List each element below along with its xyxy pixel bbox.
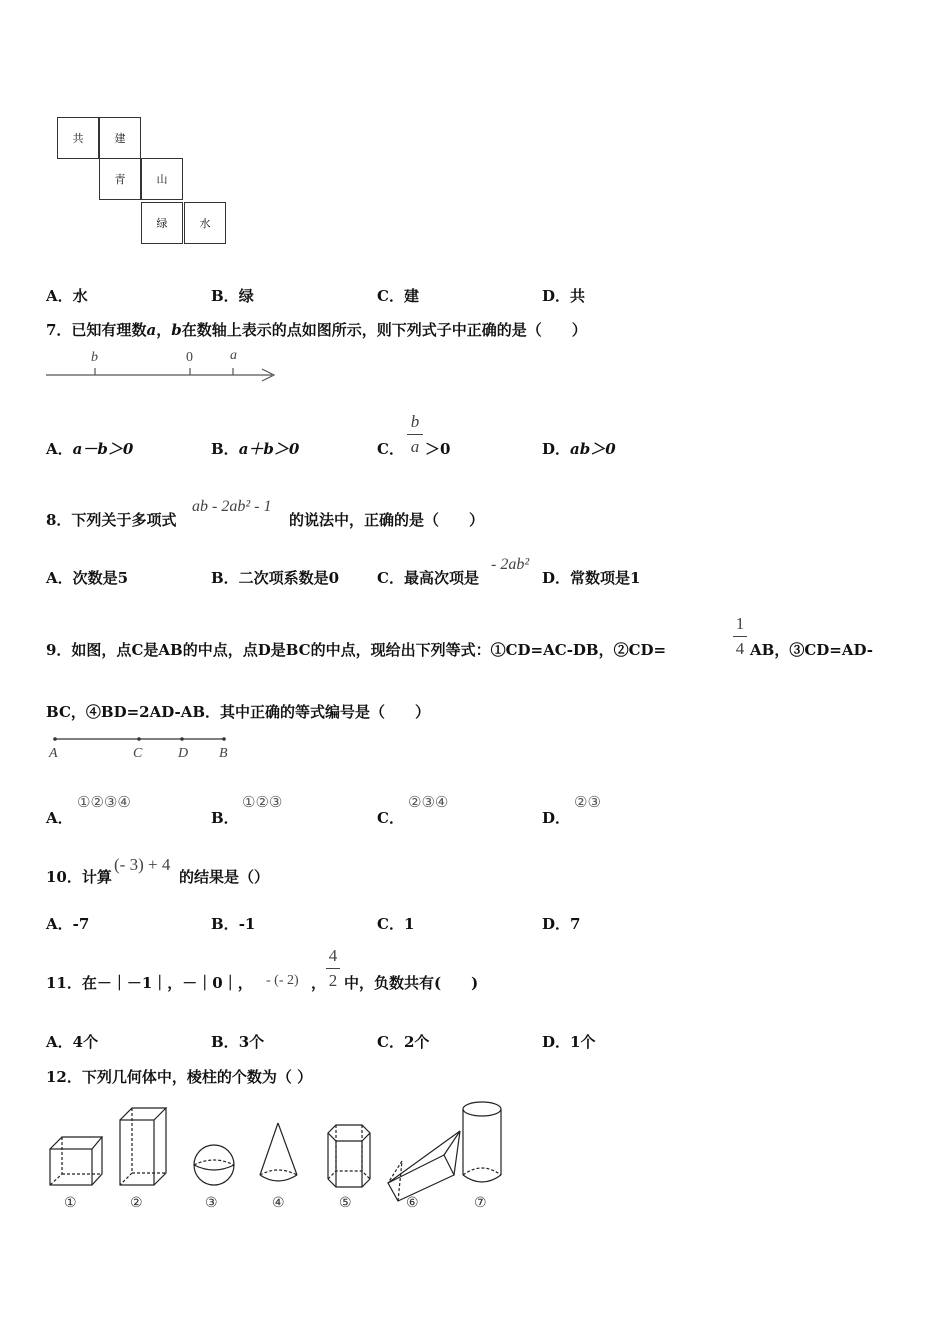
axis-label-a: a bbox=[230, 348, 237, 363]
q7-option-b: B．a＋b＞0 bbox=[211, 440, 300, 458]
solid-label: ⑤ bbox=[339, 1196, 352, 1211]
sphere-shape bbox=[194, 1145, 234, 1185]
solid-label: ⑥ bbox=[406, 1196, 419, 1211]
cylinder-shape bbox=[463, 1102, 501, 1182]
q9-fraction: 1 4 bbox=[733, 614, 747, 659]
q10-option-a: A．-7 bbox=[46, 915, 90, 933]
q9-option-c-letter: C． bbox=[377, 809, 404, 827]
point-label-b: B bbox=[219, 746, 228, 761]
tall-prism-shape bbox=[120, 1108, 166, 1185]
q7-option-c: C． bbox=[377, 440, 404, 458]
q11-option-c: C．2个 bbox=[377, 1033, 430, 1051]
hexagonal-prism-shape bbox=[328, 1125, 370, 1187]
q8-option-c-expression: - 2ab² bbox=[491, 556, 530, 573]
solid-label: ② bbox=[130, 1196, 143, 1211]
solid-label: ⑦ bbox=[474, 1196, 487, 1211]
q7-option-c-fraction: b a bbox=[407, 412, 423, 457]
q8-option-a: A．次数是5 bbox=[46, 569, 129, 587]
cone-shape bbox=[260, 1123, 297, 1181]
q8-option-d: D．常数项是1 bbox=[542, 569, 641, 587]
q11-option-a: A．4个 bbox=[46, 1033, 99, 1051]
triangular-prism-shape bbox=[388, 1131, 460, 1201]
q11-expression: - (- 2) bbox=[266, 973, 299, 988]
q11-comma: ， bbox=[311, 974, 327, 992]
axis-label-b: b bbox=[91, 350, 98, 365]
q9-option-d-text: ②③ bbox=[574, 793, 601, 811]
q8-expression: ab - 2ab² - 1 bbox=[192, 498, 272, 515]
q11-option-b: B．3个 bbox=[211, 1033, 265, 1051]
cube-shape bbox=[50, 1137, 102, 1185]
solid-label: ③ bbox=[205, 1196, 218, 1211]
q10-option-d: D．7 bbox=[542, 915, 581, 933]
solid-label: ④ bbox=[272, 1196, 285, 1211]
q11-option-d: D．1个 bbox=[542, 1033, 596, 1051]
net-cell: 绿 bbox=[141, 202, 183, 244]
q12-stem: 12．下列几何体中，棱柱的个数为（ ） bbox=[46, 1068, 313, 1086]
point-label-a: A bbox=[49, 746, 58, 761]
q11-stem-prefix: 11．在－｜－1｜，－｜0｜， bbox=[46, 974, 253, 992]
q10-stem-prefix: 10．计算 bbox=[46, 868, 112, 886]
q9-stem-line1-suffix: AB，③CD=AD- bbox=[750, 641, 873, 659]
number-line bbox=[44, 343, 280, 383]
q7-option-c-tail: ＞0 bbox=[425, 440, 451, 458]
point-label-c: C bbox=[133, 746, 143, 761]
q10-expression: (- 3) + 4 bbox=[114, 855, 171, 874]
q6-option-a: A．水 bbox=[46, 287, 88, 305]
q7-option-a: A．a－b＞0 bbox=[46, 440, 134, 458]
net-cell: 共 bbox=[57, 117, 99, 159]
point-label-d: D bbox=[178, 746, 189, 761]
q9-stem-line2: BC，④BD=2AD-AB．其中正确的等式编号是（ ） bbox=[46, 703, 431, 721]
q10-stem-suffix: 的结果是（） bbox=[179, 868, 270, 886]
q6-option-d: D．共 bbox=[542, 287, 586, 305]
axis-label-zero: 0 bbox=[186, 350, 193, 365]
q7-option-d: D．ab＞0 bbox=[542, 440, 616, 458]
q11-fraction: 4 2 bbox=[326, 946, 340, 991]
solid-label: ① bbox=[64, 1196, 77, 1211]
q7-stem: 7．已知有理数a，b在数轴上表示的点如图所示，则下列式子中正确的是（ ） bbox=[46, 321, 587, 339]
solids-figure bbox=[40, 1095, 520, 1215]
net-cell: 青 bbox=[99, 158, 141, 200]
net-cell: 水 bbox=[184, 202, 226, 244]
q10-option-c: C．1 bbox=[377, 915, 415, 933]
q8-stem-suffix: 的说法中，正确的是（ ） bbox=[289, 511, 485, 529]
q6-option-c: C．建 bbox=[377, 287, 419, 305]
q9-option-b-letter: B． bbox=[211, 809, 239, 827]
q9-option-a-letter: A． bbox=[46, 809, 73, 827]
q6-option-b: B．绿 bbox=[211, 287, 254, 305]
q9-option-d-letter: D． bbox=[542, 809, 571, 827]
q9-option-c-text: ②③④ bbox=[408, 793, 449, 811]
q9-option-a-text: ①②③④ bbox=[77, 793, 131, 811]
net-cell: 建 bbox=[99, 117, 141, 159]
q8-stem-prefix: 8．下列关于多项式 bbox=[46, 511, 177, 529]
net-cell: 山 bbox=[141, 158, 183, 200]
q9-option-b-text: ①②③ bbox=[242, 793, 283, 811]
q8-option-c: C．最高次项是 bbox=[377, 569, 479, 587]
q8-option-b: B．二次项系数是0 bbox=[211, 569, 340, 587]
segment-diagram bbox=[44, 730, 244, 762]
q11-stem-suffix: 中，负数共有( ) bbox=[344, 974, 479, 992]
q9-stem-line1-prefix: 9．如图，点C是AB的中点，点D是BC的中点，现给出下列等式：①CD=AC-DB，②CD= bbox=[46, 641, 667, 659]
q10-option-b: B．-1 bbox=[211, 915, 256, 933]
